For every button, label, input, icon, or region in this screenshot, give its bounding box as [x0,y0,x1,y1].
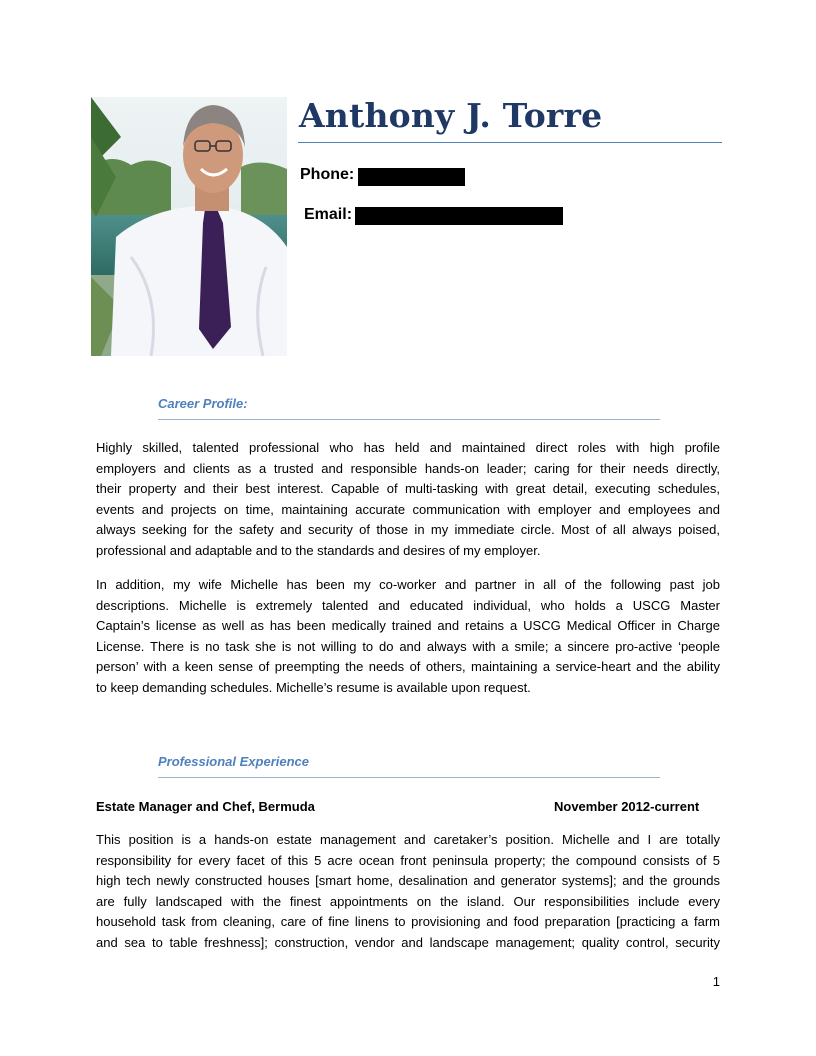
resume-name: Anthony J. Torre [299,96,603,135]
paragraph-line: descriptions. Michelle is extremely talented and educated individual, who holds a USCG Master [96,597,720,613]
paragraph-line: their property and their best interest. Capable of multi-tasking with great detail, executing schedules, [96,481,720,497]
paragraph-line: are fully landscaped with the finest appointments on the island. Our responsibilities include every [96,893,720,909]
name-divider [298,142,722,143]
profile-photo [91,97,287,356]
paragraph-line: household task from cleaning, care of fine linens to provisioning and food preparation [practicing a farm [96,914,720,930]
professional-experience-heading: Professional Experience [158,754,310,769]
paragraph-line: and sea to table freshness]; construction, vendor and landscape management; quality control, security [96,934,720,950]
job-dates: November 2012-current [554,799,700,814]
phone-label: Phone: [300,166,355,183]
career-profile-paragraph-1 [96,438,720,562]
paragraph-line: This position is a hands-on estate management and caretaker’s position. Michelle and I are totally [96,832,720,847]
email-label: Email: [304,206,353,223]
page-number: 1 [712,974,720,989]
career-profile-paragraph-2 [96,575,720,699]
paragraph-line: License. There is no task she is not willing to do and always with a smile; a sincere pro-active ‘people [96,638,720,654]
job-description [96,830,720,954]
paragraph-line: high tech newly constructed houses [smart home, desalination and generator systems]; and the grounds [96,873,720,889]
paragraph-line: In addition, my wife Michelle has been my co-worker and partner in all of the following past job [96,577,720,592]
paragraph-line: always seeking for the safety and security of those in my immediate circle. Most of all always poised, [96,522,720,538]
phone-redaction-bar [358,168,465,186]
paragraph-line: professional and adaptable and to the standards and desires of my employer. [96,542,541,558]
paragraph-line: person’ with a keen sense of preempting the needs of others, maintaining a service-heart and the ability [96,659,720,675]
professional-experience-divider [158,777,660,778]
paragraph-line: events and projects on time, maintaining accurate communication with employer and employees and [96,501,720,517]
career-profile-heading: Career Profile: [158,396,248,411]
paragraph-line: responsibility for every facet of this 5 acre ocean front peninsula property; the compound consists of 5 [96,852,720,868]
paragraph-line: employers and clients as a trusted and responsible hands-on leader; caring for their needs directly, [96,460,720,476]
career-profile-divider [158,419,660,420]
email-redaction-bar [355,207,563,225]
paragraph-line: to keep demanding schedules. Michelle’s resume is available upon request. [96,679,531,695]
paragraph-line: Highly skilled, talented professional who has held and maintained direct roles with high profile [96,440,720,455]
job-title: Estate Manager and Chef, Bermuda [96,799,315,814]
paragraph-line: Captain’s license as well as has been medically trained and retains a USCG Medical Officer in Charge [96,618,720,634]
